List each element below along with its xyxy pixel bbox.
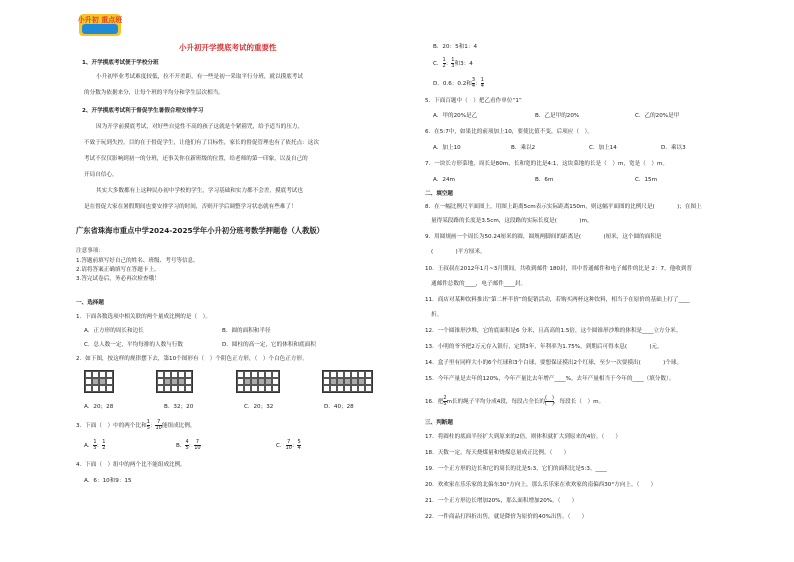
q3-fraction-1: $\frac{1}{5}$ <box>146 419 150 431</box>
q5-option-c[interactable]: C．乙的20%是甲 <box>635 113 680 119</box>
intro-p3b: 是在督促大家在暑假期间也要安排学习的时间，否则开学后调整学习状态就有些难了！ <box>84 204 297 210</box>
q3-option-c[interactable]: C． $\frac{7}{10}$ ： $\frac{5}{4}$ <box>276 439 301 451</box>
q5-stem: 5．下面百题中（ ）把乙看作单位“1” <box>425 98 522 104</box>
pattern-figure-1 <box>84 370 114 393</box>
q4-option-a[interactable]: A．6：10和9：15 <box>84 478 132 484</box>
intro-p2c: 考试不仅仅影响到初一的分班，还事关你在新班级的位置，给老师的第一印象，以及自己的 <box>84 156 308 162</box>
exam-title: 广东省珠海市重点中学2024-2025学年小升初分班考数学押题卷（人教版） <box>76 226 324 235</box>
intro-p3a: 其实大多数都有上这种民办初中学校的学生，学习基础和实力都不会差，摸底考试也 <box>96 188 303 194</box>
section-1-title: 一、选择题 <box>76 300 104 306</box>
q21-line: 21．一个正方形边长增加20%，那么面积增加20%。（ ） <box>425 498 578 504</box>
logo-text: 小升初 重点班 <box>77 16 123 24</box>
pattern-figure-3 <box>236 370 280 393</box>
intro-p2a: 因为开学前摸底考试，对好些自觉性不高的孩子这就是个紧箍咒，给予适当的压力， <box>96 124 303 130</box>
q5-option-a[interactable]: A．甲的20%是乙 <box>433 113 478 119</box>
intro-p1b: 的分数为依据来分，让每个班的平均分和学生层次相当。 <box>84 90 224 96</box>
q6-option-b[interactable]: B．乘以2 <box>511 145 536 151</box>
q2-option-b[interactable]: B．32；20 <box>164 404 194 410</box>
logo-badge <box>76 12 124 38</box>
q2-stem: 2．如下图，按这样的规律摆下去，第10个图形有（ ）个阴色正方形，（ ）个白色正方形。 <box>76 356 308 362</box>
q4-option-b[interactable]: B．20：5和1：4 <box>433 44 478 50</box>
q14-line: 14．盒子里有同样大小的6个红球和3个白球，要想保证摸出2个红球，至少一次要摸出( )个球。 <box>425 360 683 366</box>
q9-line-1: 9．用圆规画一个周长为50.24厘米的圆，圆规两脚间的距离是( )厘米，这个圆的面积是 <box>425 234 662 240</box>
q2-option-c[interactable]: C．20；32 <box>244 404 274 410</box>
note-1: 1.答题前填写好自己的姓名、班级、考号等信息。 <box>76 258 199 264</box>
intro-title: 小升初开学摸底考试的重要性 <box>179 43 277 52</box>
q17-line: 17．将圆柱的底面半径扩大到原来的2倍，则体积就扩大到原来的4倍。（ ） <box>425 434 622 440</box>
q12-line: 12．一个圆锥形沙堆，它的底面积是6 分米，且高高的1.5倍，这个圆锥形沙堆的体积是____立方分米。 <box>425 328 682 334</box>
q9-line-2: ( )平方厘米。 <box>431 249 486 255</box>
intro-p2d: 开局自信心。 <box>84 172 118 178</box>
q20-line: 20．欢欢家在乐乐家的北偏东30°方向上，那么乐乐家在欢欢家的南偏西30°方向上。（ ） <box>425 482 657 488</box>
q15-line: 15．今年产量是去年的120%，今年产量比去年增产____%。去年产量相当于今年的____（填分数）。 <box>425 376 675 382</box>
notes-title: 注意事项： <box>76 248 104 254</box>
section-3-title: 三、判断题 <box>425 420 453 426</box>
q13-line: 13．小明的爷爷把2万元存入银行，定期3年，年利率为1.75%，到期后可得本息( )元。 <box>425 344 663 350</box>
q6-option-d[interactable]: D．乘以3 <box>661 145 686 151</box>
q4-option-d[interactable]: D．0.6：0.2和 $\frac{3}{4}$ ： $\frac{1}{4}$ <box>433 77 484 89</box>
q1-stem: 1．下面各数选项中相关联的两个量成比例的是（ ）。 <box>76 314 212 320</box>
q2-option-a[interactable]: A．20；28 <box>84 404 114 410</box>
q8-line-1: 8．在一幅比例尺平面图上，用图上距离5cm表示实际距离150m，则这幅平面图的比例尺是( )；在图上 <box>425 204 702 210</box>
q1-option-a[interactable]: A．正方形的周长和边长 <box>84 328 144 334</box>
section-2-title: 二、填空题 <box>425 191 453 197</box>
q4-option-c[interactable]: C． $\frac{1}{2}$ ： $\frac{1}{3}$ 和3：4 <box>433 57 473 69</box>
intro-heading-1: 1、开学摸底考试便于学校分班 <box>82 60 159 66</box>
q1-option-b[interactable]: B．圆的面积和半径 <box>222 328 271 334</box>
q22-line: 22．一件商品打四折出售，就是降价为原价的40%出售。（ ） <box>425 514 588 520</box>
intro-p2b: 不致于玩到失控。目的在于督促学生，让他们有了目标性，家长的督促管理也有了依托点：这次 <box>84 140 319 146</box>
pattern-figure-4 <box>322 370 373 393</box>
intro-p1a: 小升初毕业考试难度较低，拉不开差距，有一些是初一采取平行分班，就以摸底考试 <box>96 74 303 80</box>
intro-heading-2: 2、开学摸底考试利于督促学生暑假合理安排学习 <box>82 108 204 114</box>
q7-stem: 7．一块长方形菜地，周长是80m，长和宽的比是4:1，这块菜地的长是（ ）m，宽是（ ）m。 <box>425 161 668 167</box>
note-2: 2.请将答案正确填写在答题卡上。 <box>76 267 160 273</box>
q3-stem: 3．下面（ ）中的两个比和 $\frac{1}{5}$ ： $\frac{7}{10}$ 能组成比例。 <box>76 419 196 431</box>
q3-fraction-2: $\frac{7}{10}$ <box>155 419 162 431</box>
q3-option-a[interactable]: A． $\frac{1}{5}$ ： $\frac{1}{2}$ <box>84 439 106 451</box>
note-3: 3.答完试卷后，务必再次检查哦！ <box>76 276 160 282</box>
q2-option-d[interactable]: D．40；28 <box>324 404 354 410</box>
q3-option-b[interactable]: B． $\frac{4}{5}$ ： $\frac{7}{10}$ <box>176 439 201 451</box>
q7-option-b[interactable]: B．6m <box>535 177 554 183</box>
q4-stem: 4．下面（ ）组中的两个比不能组成比例。 <box>76 462 186 468</box>
q6-stem: 6．在5:7中，如果比的前项加上10，要使比值不变，后项应（ ）。 <box>425 129 593 135</box>
q1-option-c[interactable]: C．总人数一定，平均每排的人数与行数 <box>84 342 184 348</box>
q11-line-1: 11．商店对某种饮料推出“第二杯半价”的促销活动，若购买两杯这种饮料，相当于在原价的基础上打了____ <box>425 297 690 303</box>
q7-option-c[interactable]: C．15m <box>635 177 658 183</box>
pattern-figure-2 <box>156 370 193 393</box>
q8-line-2: 量得某段路的长度是3.5cm，这段路的实际长度是( )m。 <box>431 218 593 224</box>
q5-option-b[interactable]: B．乙是甲的20% <box>535 113 580 119</box>
q11-line-2: 折。 <box>431 312 443 318</box>
q18-line: 18．天数一定，每天烧煤量和烧煤总量成正比例。（ ） <box>425 450 570 456</box>
q6-option-c[interactable]: C．加上14 <box>589 145 617 151</box>
q7-option-a[interactable]: A．24m <box>433 177 455 183</box>
q10-line-1: 10．王叔叔在2012年1月~3月期间，共收到邮件 180封，其中普通邮件和电子邮件的比是 2：7。他收到普 <box>425 266 693 272</box>
q16-line: 16．把 $\frac{2}{5}$ m长的绳子平均分成4段，每段占全长的 $\frac{( )}{( )}$ ，每段长（ ）m。 <box>425 395 605 407</box>
q1-option-d[interactable]: D．圆柱的高一定，它的体积和底面积 <box>222 342 316 348</box>
q19-line: 19．一个正方形的边长和它的周长的比是5:3，它们的面积比是5:3。____ <box>425 466 607 472</box>
q6-option-a[interactable]: A．加上10 <box>433 145 461 151</box>
q10-line-2: 通邮件总数的____，电子邮件____封。 <box>431 281 527 287</box>
